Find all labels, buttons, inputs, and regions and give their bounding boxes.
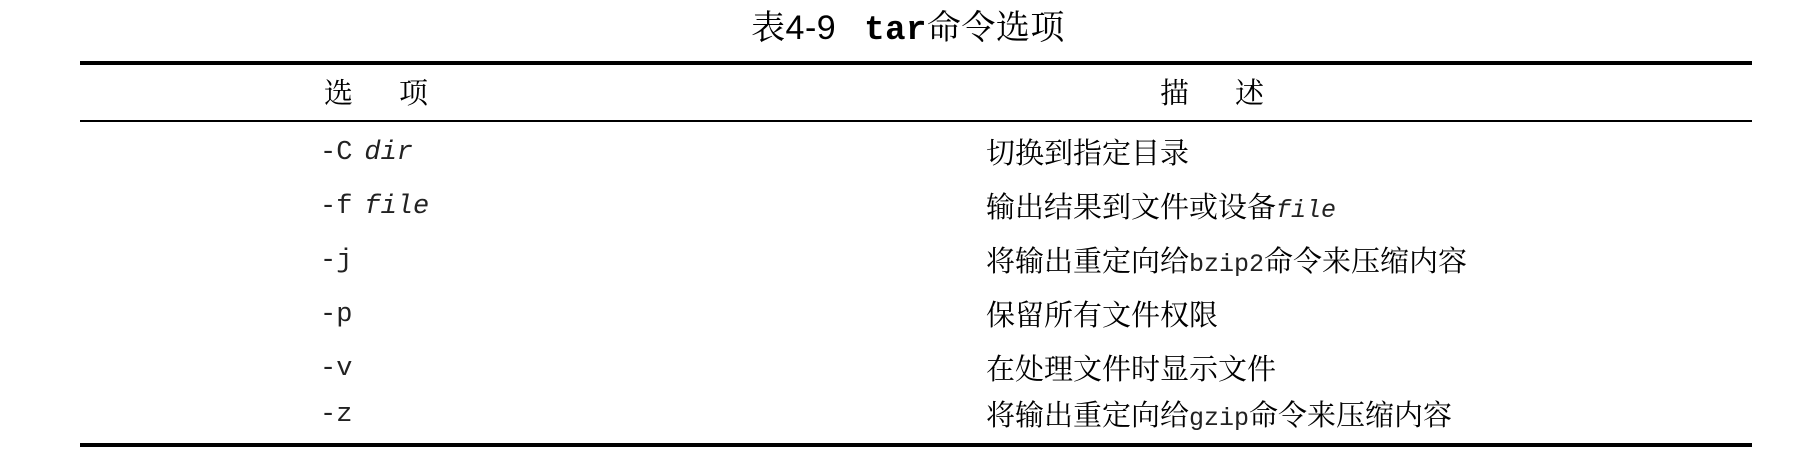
description-text: 保留所有文件权限	[986, 298, 1219, 332]
option-cell	[320, 234, 364, 288]
column-header-description: 描述	[1160, 76, 1311, 110]
description-cell	[986, 288, 1218, 342]
table-row	[0, 288, 1816, 342]
option-flag: -p	[320, 300, 353, 330]
option-arg: file	[364, 192, 430, 222]
description-code: file	[1276, 196, 1337, 225]
table-row	[0, 388, 1816, 442]
option-cell	[320, 388, 364, 442]
table-top-rule	[80, 61, 1752, 65]
option-cell	[320, 126, 413, 180]
table-header-rule	[80, 120, 1752, 122]
description-code: bzip2	[1189, 250, 1265, 279]
table-row	[0, 234, 1816, 288]
description-text: 切换到指定目录	[986, 136, 1190, 170]
option-flag: -C	[320, 138, 353, 168]
description-text: 在处理文件时显示文件	[986, 352, 1277, 386]
option-flag: -f	[320, 192, 353, 222]
column-header-option: 选项	[324, 76, 475, 110]
option-cell	[320, 180, 429, 234]
caption-title: 命令选项	[926, 8, 1065, 48]
option-flag: -j	[320, 246, 353, 276]
description-text: 将输出重定向给	[986, 244, 1190, 278]
description-text: 将输出重定向给	[986, 398, 1190, 432]
description-cell	[986, 126, 1189, 180]
description-code: gzip	[1189, 404, 1250, 433]
table-bottom-rule	[80, 443, 1752, 447]
description-cell	[986, 180, 1336, 234]
option-flag: -v	[320, 354, 353, 384]
table-number: 表4-9	[751, 9, 837, 47]
option-arg: dir	[364, 138, 414, 168]
caption-command: tar	[864, 12, 927, 50]
description-cell	[986, 234, 1467, 288]
option-flag: -z	[320, 400, 353, 430]
description-cell	[986, 388, 1452, 442]
option-cell	[320, 288, 364, 342]
table-row	[0, 180, 1816, 234]
description-text: 输出结果到文件或设备	[986, 190, 1277, 224]
table-row	[0, 126, 1816, 180]
table-caption	[0, 6, 1816, 53]
description-tail: 命令来压缩内容	[1249, 398, 1453, 432]
description-tail: 命令来压缩内容	[1264, 244, 1468, 278]
